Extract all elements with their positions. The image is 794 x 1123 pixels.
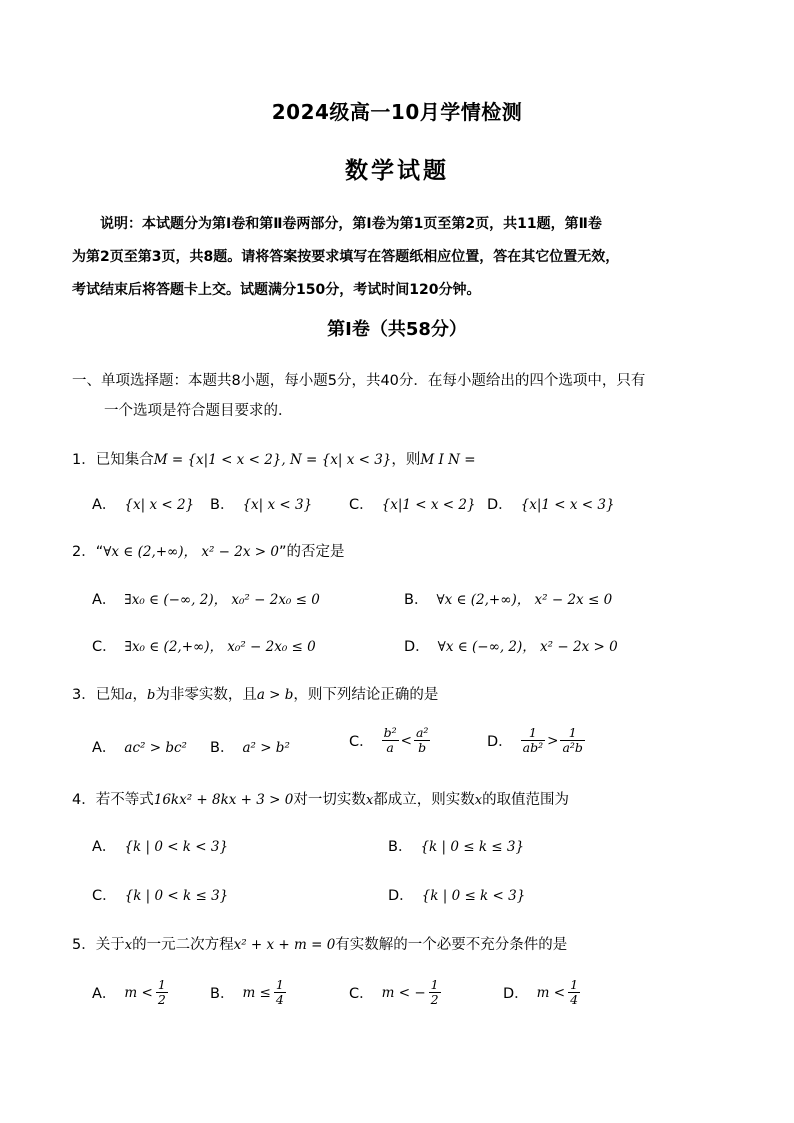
question-1-expression: M I N =: [420, 452, 476, 468]
question-1-option-c[interactable]: C． {x|1 < x < 2}: [349, 497, 476, 513]
question-2-proposition: ∀x ∈ (2,+∞)， x² − 2x > 0: [103, 544, 279, 560]
question-3-option-b[interactable]: B． a² > b²: [210, 740, 290, 756]
question-3-stem-post: ，则下列结论正确的是: [293, 687, 439, 703]
question-5-option-a[interactable]: A． m < $\frac{1}{2}$: [92, 977, 166, 1007]
question-3-option-d[interactable]: D． $\frac{1}{\text{ab²}}$ > $\frac{1}{\text{a²b}}$: [487, 725, 583, 755]
instructions: [72, 208, 724, 307]
question-4-stem-pre: 4．若不等式: [72, 792, 154, 808]
part-heading: [72, 366, 732, 426]
question-1-option-d[interactable]: D． {x|1 < x < 3}: [487, 497, 615, 513]
question-1-sets: M = {x|1 < x < 2}, N = {x| x < 3}: [153, 452, 392, 468]
question-5-option-d[interactable]: D． m < $\frac{1}{4}$: [503, 977, 579, 1007]
question-4-option-a[interactable]: A． {k | 0 < k < 3}: [92, 839, 229, 855]
instructions-line-3: 考试结束后将答题卡上交。试题满分150分，考试时间120分钟。: [72, 282, 481, 298]
question-4-var-x: x: [365, 793, 374, 808]
question-4: [72, 788, 732, 809]
question-5-a-frac: $\frac{1}{2}$: [157, 977, 166, 1007]
question-4-stem-mid: 对一切实数: [293, 792, 366, 808]
question-3-var-b: b: [147, 688, 156, 703]
question-3-option-a[interactable]: A． ac² > bc²: [92, 740, 187, 756]
question-3-option-c[interactable]: C． $\frac{\text{b²}}{a}$ < $\frac{\text{a²}}{b}$: [349, 725, 429, 755]
question-5-c-frac: $\frac{1}{2}$: [430, 977, 439, 1007]
question-2: [72, 540, 732, 561]
question-2-stem-pre: 2．“: [72, 544, 104, 560]
question-3: [72, 683, 732, 704]
question-5-stem-post: 有实数解的一个必要不充分条件的是: [335, 937, 568, 953]
question-2-option-d[interactable]: D． ∀x ∈ (−∞, 2)， x² − 2x > 0: [404, 639, 618, 655]
question-3-c-frac-right: $\frac{\text{a²}}{b}$: [415, 725, 429, 755]
question-4-stem-mid2: 都成立，则实数: [373, 792, 475, 808]
question-4-inequality: 16kx² + 8kx + 3 > 0: [153, 792, 294, 808]
subject-title: 数学试题: [345, 158, 449, 184]
question-5-b-frac: $\frac{1}{4}$: [275, 977, 284, 1007]
question-2-stem-post: ”的否定是: [278, 544, 345, 560]
question-5-option-c[interactable]: C． m < − $\frac{1}{2}$: [349, 977, 439, 1007]
question-3-var-a: a: [124, 688, 133, 703]
question-1-stem-mid: ，则: [391, 452, 421, 468]
question-3-d-frac-left: $\frac{1}{\text{ab²}}$: [522, 725, 544, 755]
question-4-option-c[interactable]: C． {k | 0 < k ≤ 3}: [92, 888, 229, 904]
question-5: [72, 933, 732, 954]
question-5-equation: x² + x + m = 0: [233, 937, 336, 953]
question-3-d-frac-right: $\frac{1}{\text{a²b}}$: [562, 725, 583, 755]
question-2-option-b[interactable]: B． ∀x ∈ (2,+∞)， x² − 2x ≤ 0: [404, 592, 613, 608]
question-5-stem-mid: 的一元二次方程: [132, 937, 234, 953]
section-title: 第Ⅰ卷（共58分）: [327, 319, 467, 340]
question-3-sep: ，: [132, 687, 147, 703]
question-1-option-a[interactable]: A． {x| x < 2}: [92, 497, 195, 513]
question-2-option-a[interactable]: A． ∃x₀ ∈ (−∞, 2)， x₀² − 2x₀ ≤ 0: [92, 592, 320, 608]
question-4-stem-post: 的取值范围为: [482, 792, 570, 808]
question-3-stem-mid: 为非零实数，且: [155, 687, 257, 703]
question-4-var-x2: x: [474, 793, 483, 808]
question-5-var-x: x: [124, 938, 133, 953]
question-1: [72, 448, 732, 469]
exam-title: 2024级高一10月学情检测: [271, 100, 523, 124]
question-5-stem-pre: 5．关于: [72, 937, 125, 953]
question-3-stem-pre: 3．已知: [72, 687, 125, 703]
question-1-option-b[interactable]: B． {x| x < 3}: [210, 497, 313, 513]
instructions-line-2: 为第2页至第3页，共8题。请将答案按要求填写在答题纸相应位置，答在其它位置无效，: [72, 249, 620, 265]
question-1-stem-pre: 1．已知集合: [72, 452, 154, 468]
instructions-line-1: 说明：本试题分为第Ⅰ卷和第Ⅱ卷两部分，第Ⅰ卷为第1页至第2页，共11题，第Ⅱ卷: [100, 216, 602, 232]
question-5-d-frac: $\frac{1}{4}$: [570, 977, 579, 1007]
question-2-option-c[interactable]: C． ∃x₀ ∈ (2,+∞)， x₀² − 2x₀ ≤ 0: [92, 639, 316, 655]
part-heading-line-2: 一个选项是符合题目要求的．: [104, 403, 293, 419]
question-4-option-b[interactable]: B． {k | 0 ≤ k ≤ 3}: [388, 839, 525, 855]
question-3-c-frac-left: $\frac{\text{b²}}{a}$: [383, 725, 397, 755]
part-heading-line-1: 一、单项选择题：本题共8小题，每小题5分，共40分．在每小题给出的四个选项中，只有: [72, 373, 646, 389]
question-3-condition: a > b: [256, 687, 294, 703]
question-5-option-b[interactable]: B． m ≤ $\frac{1}{4}$: [210, 977, 284, 1007]
question-4-option-d[interactable]: D． {k | 0 ≤ k < 3}: [388, 888, 526, 904]
